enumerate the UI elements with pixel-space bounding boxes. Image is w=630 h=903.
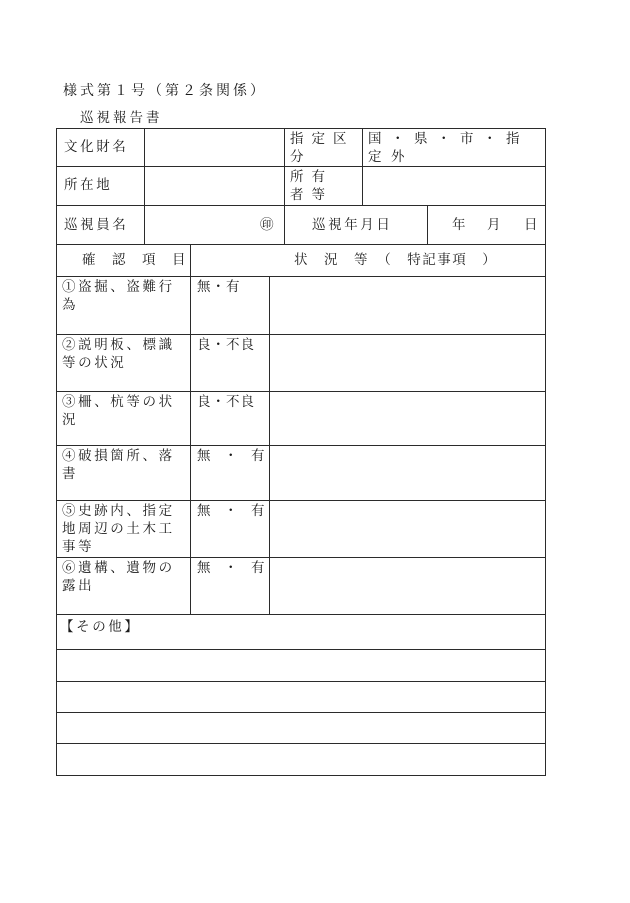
rule <box>56 445 546 446</box>
rule <box>269 276 270 614</box>
check-item-label: ①盗掘、盗難行為 <box>62 279 175 313</box>
rule <box>284 128 285 244</box>
rule <box>56 743 546 744</box>
rule <box>56 128 546 129</box>
other-label: 【その他】 <box>60 619 141 635</box>
check-item-status: 無 ・ 有 <box>197 448 265 464</box>
rule <box>56 128 57 776</box>
rule <box>56 557 546 558</box>
day-label: 日 <box>524 217 541 233</box>
rule <box>56 334 546 335</box>
owner-label: 所有者等 <box>290 169 333 203</box>
month-label: 月 <box>487 217 504 233</box>
check-item-label: ③柵、杭等の状況 <box>62 394 175 428</box>
check-item-label: ⑥遺構、遺物の露出 <box>62 560 175 594</box>
rule <box>56 500 546 501</box>
check-item-status: 無 ・ 有 <box>197 560 265 576</box>
rule <box>427 205 428 244</box>
rule <box>362 128 363 205</box>
rule <box>56 649 546 650</box>
rule <box>56 205 546 206</box>
check-item-status: 良・不良 <box>197 394 255 410</box>
location-label: 所在地 <box>64 177 113 193</box>
check-item-status: 良・不良 <box>197 337 255 353</box>
date-label: 巡視年月日 <box>312 217 393 233</box>
year-label: 年 <box>452 217 469 233</box>
cultural-property-label: 文化財名 <box>64 139 129 155</box>
rule <box>545 128 546 776</box>
seal-mark: ㊞ <box>260 217 274 233</box>
rule <box>56 244 546 245</box>
rule <box>56 391 546 392</box>
form-number: 様式第１号（第２条関係） <box>63 83 267 99</box>
rule <box>190 244 191 614</box>
rule <box>56 681 546 682</box>
check-item-label: ④破損箇所、落書 <box>62 448 175 482</box>
inspection-report-table <box>56 128 546 776</box>
document-title: 巡視報告書 <box>80 110 163 126</box>
status-header: 状 況 等 （ 特記事項 ） <box>294 252 498 268</box>
rule <box>144 128 145 244</box>
rule <box>56 775 546 776</box>
check-item-label: ⑤史跡内、指定地周辺の土木工事等 <box>62 503 175 555</box>
rule <box>56 712 546 713</box>
check-item-status: 無 ・ 有 <box>197 503 265 519</box>
designation-options: 国・県・市・指定外 <box>368 131 529 165</box>
check-item-label: ②説明板、標識等の状況 <box>62 337 175 371</box>
check-item-status: 無・有 <box>197 279 241 295</box>
rule <box>56 166 546 167</box>
rule <box>56 614 546 615</box>
rule <box>56 276 546 277</box>
check-items-header: 確 認 項 目 <box>82 252 187 268</box>
inspector-label: 巡視員名 <box>64 217 129 233</box>
designation-label: 指定区分 <box>290 131 355 165</box>
